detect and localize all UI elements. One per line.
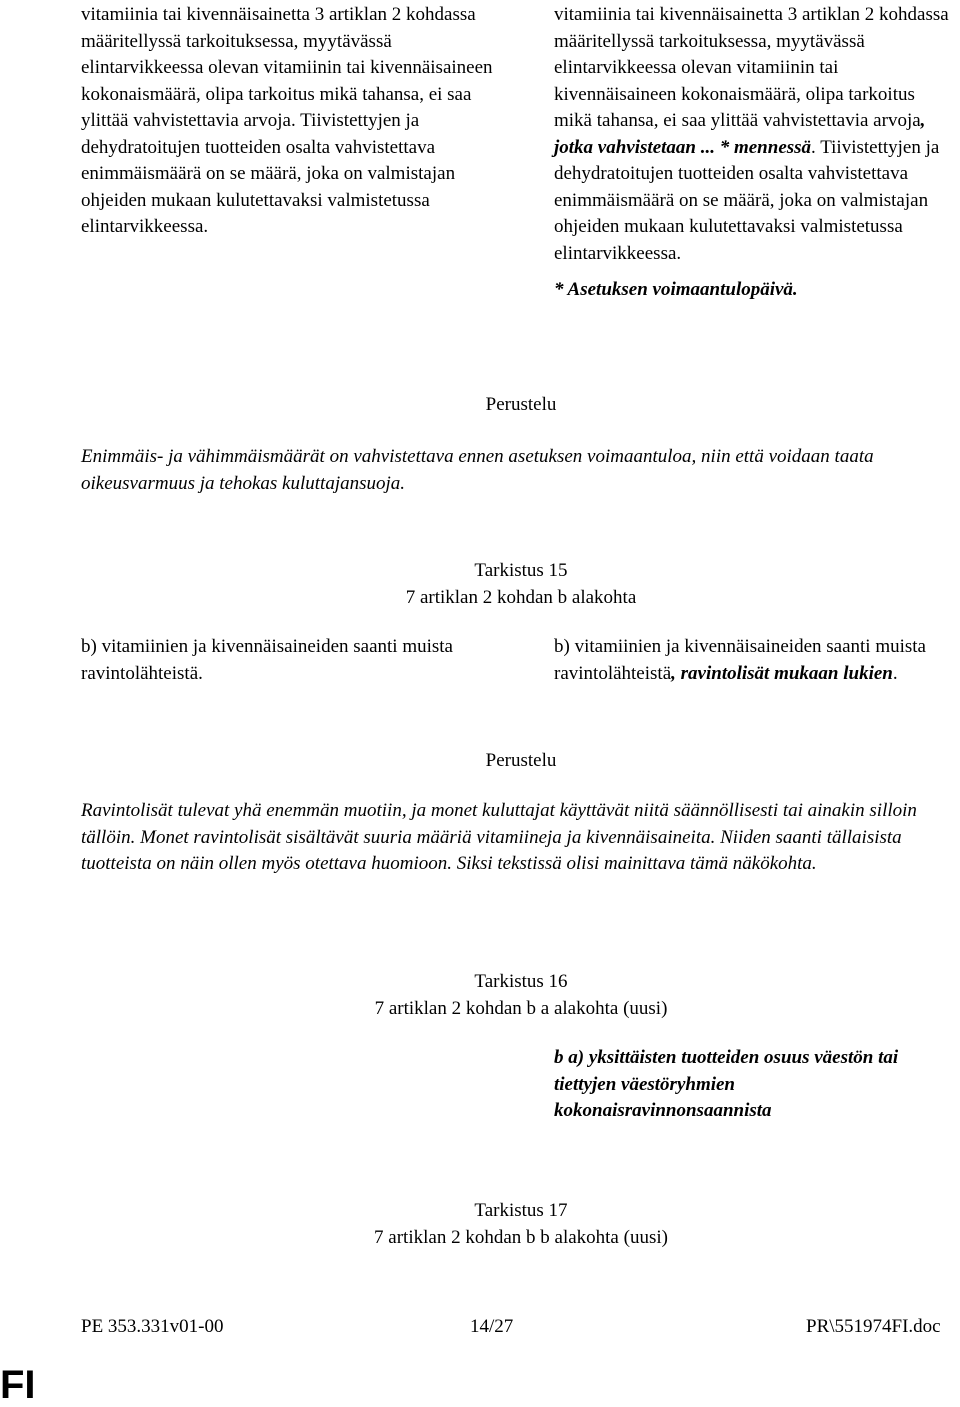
- original-text: b) vitamiinien ja kivennäisaineiden saanti muista ravintolähteistä.: [81, 636, 453, 684]
- amendment-title: [0, 1198, 960, 1251]
- amended-addition: , ravintolisät mukaan lukien: [671, 662, 893, 684]
- justification-heading: Perustelu: [485, 394, 557, 415]
- amended-text-column: [554, 634, 949, 687]
- amendment-reference: 7 artiklan 2 kohdan b b alakohta (uusi): [374, 1226, 668, 1248]
- amendment-number: Tarkistus 15: [474, 560, 568, 581]
- amended-text-part-2: .: [892, 662, 898, 684]
- amended-text: [554, 634, 949, 687]
- amended-text-part-1: b) vitamiinien ja kivennäisaineiden saanti muista ravintolähteistä: [554, 636, 926, 684]
- amended-text-column: [554, 1045, 954, 1125]
- original-text-column: [81, 2, 501, 241]
- amendment-number: Tarkistus 17: [474, 1200, 568, 1221]
- amended-text-part-2: . Tiivistettyjen ja dehydratoitujen tuotteiden osalta vahvistettava enimmäismäärä on se määrä, joka on valmistajan ohjeiden mukaan kulutettavaksi valmistetussa elintarvikkeessa.: [554, 136, 940, 264]
- justification-text: Ravintolisät tulevat yhä enemmän muotiin, ja monet kuluttajat käyttävät niitä säännöllisesti tai ainakin silloin tällöin. Monet ravintolisät sisältävät suuria määriä vitamiineja ja kivennäisaineita. Niiden saanti tällaisista tuotteista on näin ollen myös otettava huomioon. Siksi tekstissä olisi mainittava tämä näkökohta.: [81, 800, 917, 874]
- amendment-reference: 7 artiklan 2 kohdan b a alakohta (uusi): [374, 997, 668, 1019]
- footnote: * Asetuksen voimaantulopäivä.: [554, 279, 798, 300]
- amendment-reference: 7 artiklan 2 kohdan b alakohta: [405, 586, 637, 608]
- justification-heading: Perustelu: [485, 750, 557, 771]
- amendment-number: Tarkistus 16: [474, 971, 568, 992]
- amended-addition: b a) yksittäisten tuotteiden osuus väestön tai tiettyjen väestöryhmien kokonaisravinnonsaannista: [554, 1047, 899, 1121]
- original-text-column: [81, 634, 501, 687]
- amended-text-column: [554, 2, 954, 304]
- amended-text-part-1: vitamiinia tai kivennäisainetta 3 artiklan 2 kohdassa määritellyssä tarkoituksessa, myytävässä elintarvikkeessa olevan vitamiinin tai kivennäisaineen kokonaismäärä, olipa tarkoitus mikä tahansa, ei saa ylittää vahvistettavia arvoja: [554, 4, 949, 131]
- amended-addition: , jotka vahvistetaan ... * mennessä: [554, 110, 926, 158]
- amendment-title: [0, 558, 960, 611]
- amendment-title: [0, 969, 960, 1022]
- document-reference: PE 353.331v01-00: [81, 1316, 224, 1337]
- original-text: vitamiinia tai kivennäisainetta 3 artiklan 2 kohdassa määritellyssä tarkoituksessa, myytävässä elintarvikkeessa olevan vitamiinin tai kivennäisaineen kokonaismäärä, olipa tarkoitus mikä tahansa, ei saa ylittää vahvistettavia arvoja. Tiivistettyjen ja dehydratoitujen tuotteiden osalta vahvistettava enimmäismäärä on se määrä, joka on valmistajan ohjeiden mukaan kulutettavaksi valmistetussa elintarvikkeessa.: [81, 4, 493, 237]
- amended-text: [554, 2, 954, 267]
- page-number: 14/27: [470, 1316, 514, 1337]
- language-code: FI: [0, 1363, 36, 1407]
- file-name: PR\551974FI.doc: [806, 1316, 941, 1337]
- justification-text: Enimmäis- ja vähimmäismäärät on vahvistettava ennen asetuksen voimaantuloa, niin että voidaan taata oikeusvarmuus ja tehokas kuluttajansuoja.: [81, 446, 874, 494]
